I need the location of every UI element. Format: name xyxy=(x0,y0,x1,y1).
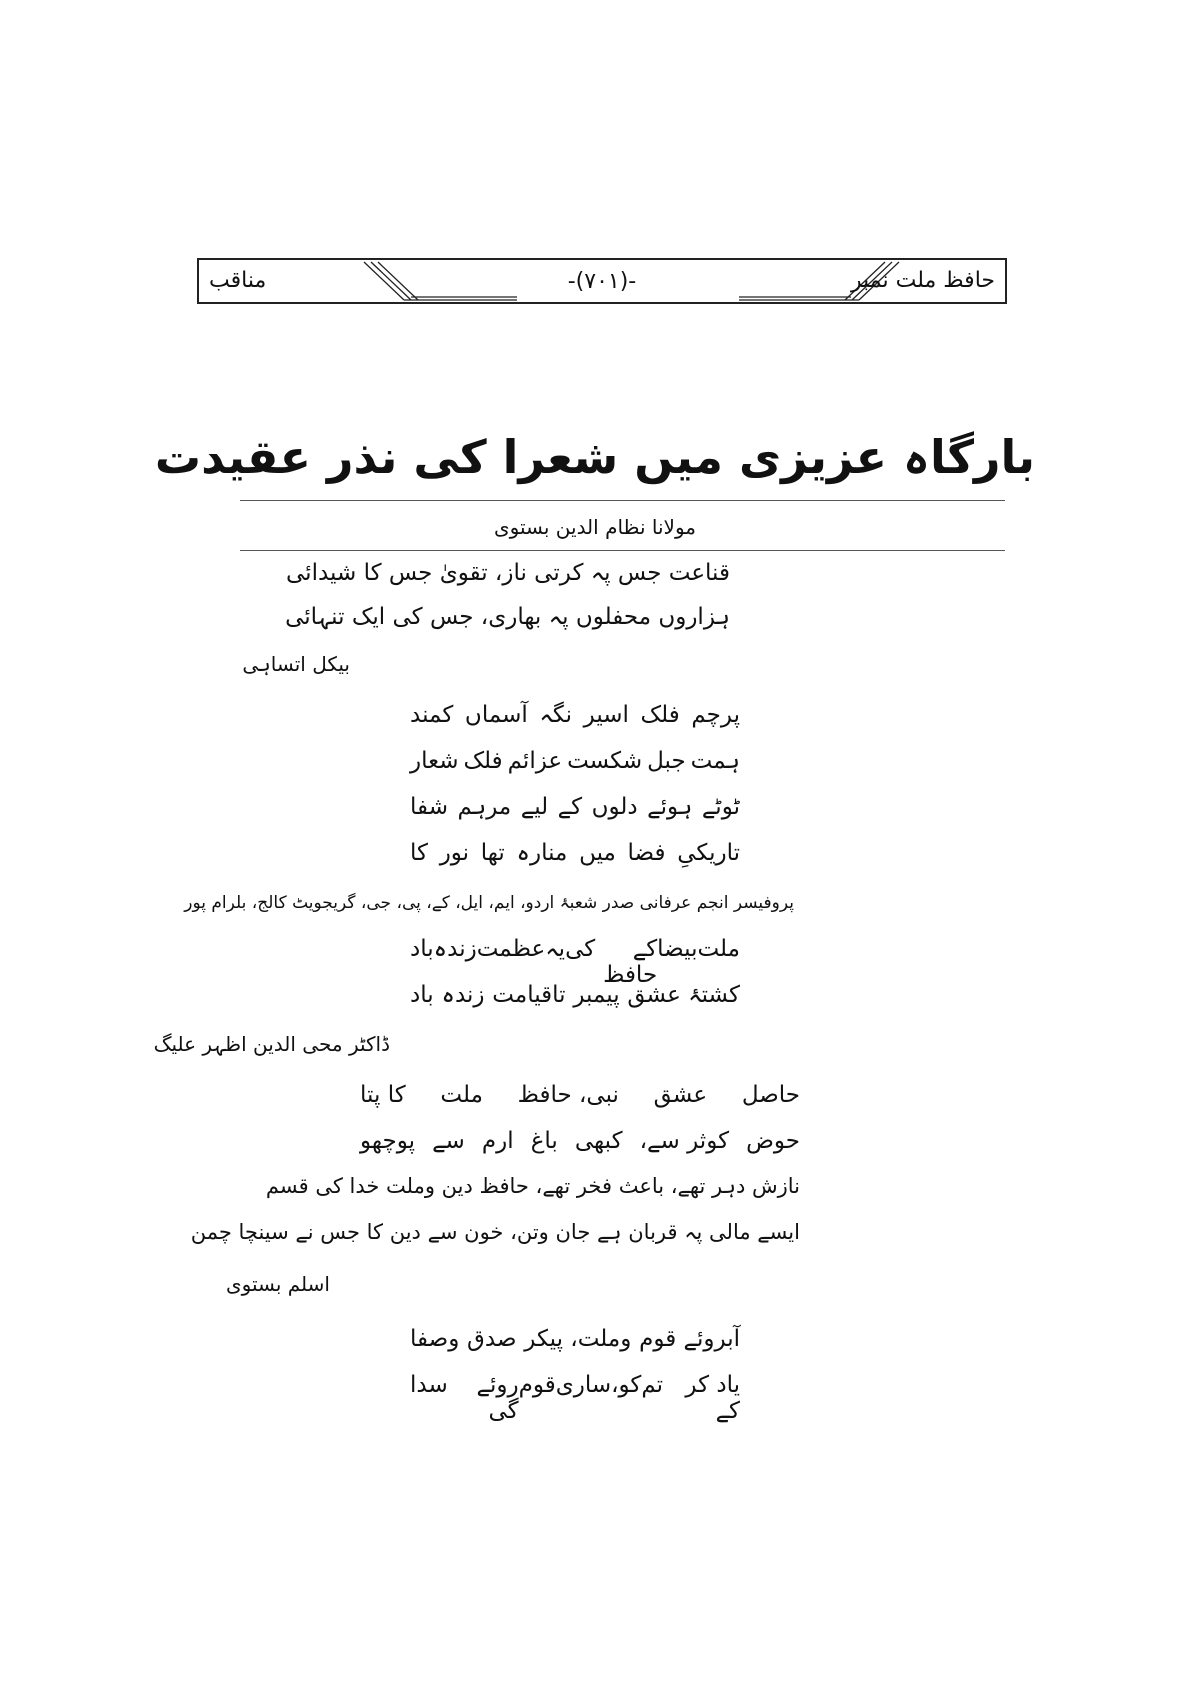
verse-word: فضا xyxy=(627,840,666,866)
verse-word: یاد کر کے xyxy=(685,1372,740,1424)
verse-word: پوچھو xyxy=(360,1128,415,1154)
byline-author: مولانا نظام الدین بستوی xyxy=(493,515,696,539)
verse-word: نور xyxy=(439,840,470,866)
verse-word: کے حافظ xyxy=(603,936,658,988)
byline-rule xyxy=(240,550,1005,551)
verse-word: سدا xyxy=(410,1372,448,1398)
verse-word: عزائم xyxy=(507,748,563,774)
verse-word: قوم xyxy=(518,1372,556,1398)
verse-word: لیے xyxy=(520,794,549,820)
verse-word: عظمت xyxy=(476,936,546,962)
verse-word: زندہ xyxy=(433,936,477,962)
verse-word: شکست xyxy=(567,748,643,774)
poet-name: بیکل اتساہی xyxy=(242,652,350,676)
verse-word: وصفا xyxy=(410,1326,460,1352)
verse-word: نگہ xyxy=(539,702,572,728)
verse-word: کوثر سے، xyxy=(639,1128,730,1154)
verse-line xyxy=(410,1326,740,1352)
verse-word: پرچم xyxy=(691,702,740,728)
verse-word: باد xyxy=(410,936,434,962)
page-title: بارگاہ عزیزی میں شعرا کی نذر عقیدت xyxy=(154,430,1036,484)
verse-line xyxy=(410,982,740,1008)
verse-line xyxy=(360,1082,800,1108)
verse-word: کی xyxy=(565,936,596,962)
verse-word: فلک xyxy=(640,702,680,728)
verse-word: ہوئے xyxy=(647,794,693,820)
verse-word: وملت، پیکر xyxy=(524,1326,632,1352)
verse-line xyxy=(410,702,740,728)
verse-line xyxy=(360,1128,800,1154)
verse-word: تھا xyxy=(480,840,505,866)
poet-name: اسلم بستوی xyxy=(225,1272,330,1296)
verse-word: شعار xyxy=(410,748,459,774)
verse-word: شفا xyxy=(410,794,448,820)
verse-word: نبی، حافظ xyxy=(517,1082,619,1108)
verse-word: ارم xyxy=(481,1128,514,1154)
verse-word: تاریکیِ xyxy=(677,840,740,866)
title-rule xyxy=(240,500,1005,501)
verse-word: حاصل xyxy=(741,1082,800,1108)
verse-word: ساری xyxy=(555,1372,612,1398)
running-header xyxy=(197,258,1007,304)
verse-word: فلک xyxy=(463,748,503,774)
verse-word: جبل xyxy=(647,748,686,774)
verse-line: قناعت جس پہ کرتی ناز، تقویٰ جس کا شیدائی xyxy=(286,560,730,586)
verse-word: عشق xyxy=(653,1082,708,1108)
verse-word: باغ xyxy=(530,1128,558,1154)
verse-word: دلوں xyxy=(591,794,638,820)
journal-name: حافظ ملت نمبر xyxy=(851,268,995,293)
verse-word: کے xyxy=(557,794,583,820)
verse-word: میں xyxy=(579,840,616,866)
verse-line xyxy=(410,748,740,774)
verse-line xyxy=(410,794,740,820)
verse-word: زندہ xyxy=(441,982,485,1008)
verse-word: آسماں xyxy=(464,702,528,728)
section-name: مناقب xyxy=(209,268,267,293)
verse-word: منارہ xyxy=(516,840,568,866)
verse-line xyxy=(410,840,740,866)
verse-word: ٹوٹے xyxy=(701,794,740,820)
poet-name: پروفیسر انجم عرفانی صدر شعبۂ اردو، ایم، ایل، کے، پی، جی، گریجویٹ کالج، بلرام پور xyxy=(184,893,794,913)
verse-word: کا xyxy=(410,840,428,866)
verse-word: یہ xyxy=(545,936,566,962)
verse-word: تم xyxy=(641,1372,664,1398)
poet-name: ڈاکٹر محی الدین اظہر علیگ xyxy=(153,1032,390,1056)
verse-word: اسیر xyxy=(583,702,629,728)
verse-word: بیضا xyxy=(657,936,698,962)
verse-word: روئے گی xyxy=(476,1372,519,1424)
verse-word: کا پتا xyxy=(360,1082,406,1108)
verse-word: کشتۂ عشق xyxy=(627,982,740,1008)
verse-word: ملت xyxy=(440,1082,483,1108)
verse-word: صدق xyxy=(467,1326,517,1352)
verse-word: تاقیامت xyxy=(492,982,566,1008)
verse-line xyxy=(410,1372,740,1424)
verse-word: کو، xyxy=(611,1372,642,1398)
verse-line: نازش دہر تھے، باعث فخر تھے، حافظ دین وملت خدا کی قسم xyxy=(265,1174,800,1198)
verse-word: مرہم xyxy=(457,794,512,820)
page-number: -(۷۰۱)- xyxy=(567,269,637,294)
verse-word: کمند xyxy=(410,702,454,728)
verse-line xyxy=(410,936,740,988)
verse-word: ملت xyxy=(697,936,740,962)
verse-word: کبھی xyxy=(574,1128,623,1154)
verse-line: ہزاروں محفلوں پہ بھاری، جس کی ایک تنہائی xyxy=(285,604,730,630)
verse-line: ایسے مالی پہ قربان ہے جان وتن، خون سے دین کا جس نے سینچا چمن xyxy=(190,1220,800,1244)
verse-word: باد xyxy=(410,982,434,1008)
verse-word: سے xyxy=(432,1128,465,1154)
verse-word: حوض xyxy=(746,1128,800,1154)
verse-word: آبروئے قوم xyxy=(639,1326,740,1352)
verse-word: ہمت xyxy=(690,748,740,774)
verse-word: پیمبر xyxy=(573,982,620,1008)
